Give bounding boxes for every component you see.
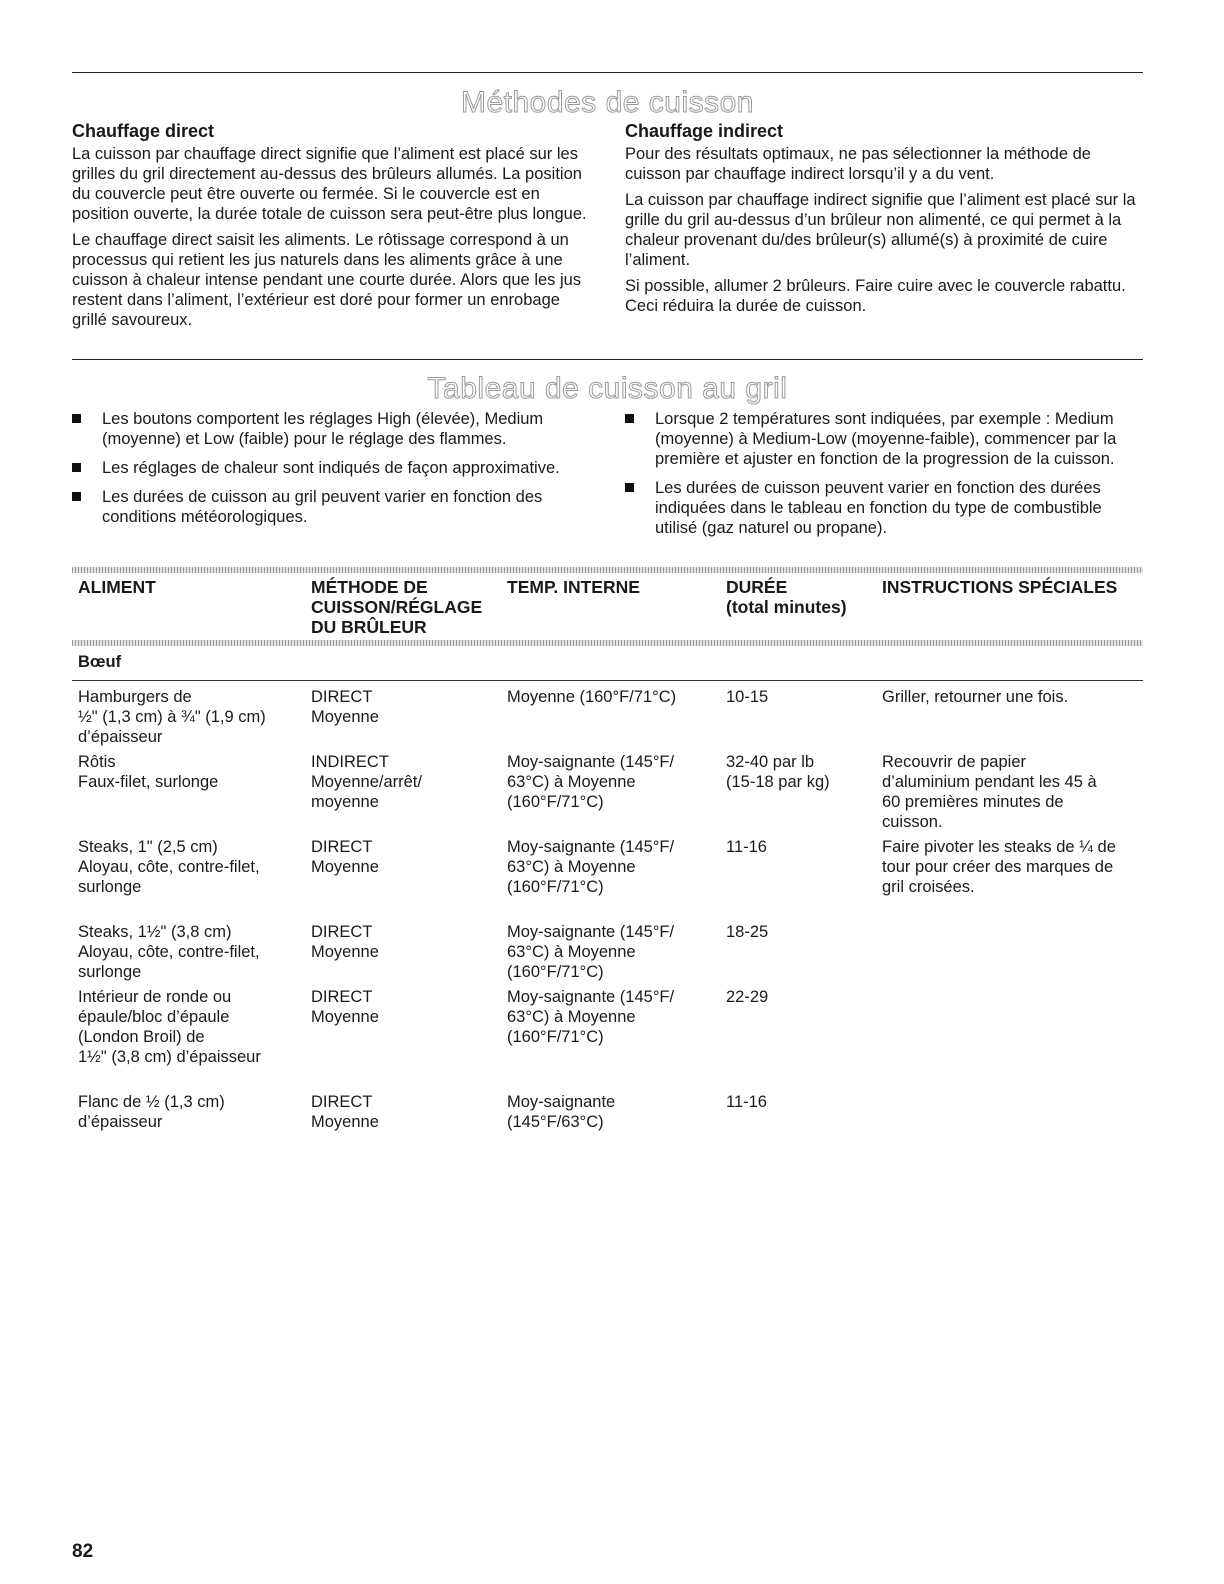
cell-notes [876,922,1143,987]
cell-time [720,837,876,922]
cell-line: 18-25 [726,922,769,941]
cell-line: Moyenne [311,1112,379,1131]
grilling-chart-table [72,577,1143,1137]
list-item: Lorsque 2 températures sont indiquées, par exemple : Medium (moyenne) à Medium-Low (moyenne-faible), commencer par la première et ajuster en fonction de la progression de la cuisson. [625,409,1143,469]
header-method: MÉTHODE DE CUISSON/RÉGLAGE DU BRÛLEUR [311,577,483,637]
table-header-band [72,567,1143,573]
cell-food [72,987,305,1092]
cell-line: Aloyau, côte, contre-filet, [78,857,260,876]
cell-notes [876,1092,1143,1137]
list-item: Les durées de cuisson au gril peuvent varier en fonction des conditions météorologiques. [72,487,592,527]
cell-line: Moyenne [311,1007,379,1026]
cell-line: Moy-saignante (145°F/ [507,752,675,771]
category-beef: Bœuf [72,646,1143,680]
cell-line: DIRECT [311,1092,373,1111]
top-rule [72,72,1143,73]
direct-heat-heading: Chauffage direct [72,121,215,141]
cell-method [305,987,501,1092]
cell-time [720,687,876,752]
cell-temp [501,752,720,837]
cell-line: 11-16 [726,1092,767,1111]
cell-line: surlonge [78,962,142,981]
cell-line: DIRECT [311,987,373,1006]
cell-line: 32-40 par lb [726,752,815,771]
cell-food [72,752,305,837]
tips-list-left [72,409,592,536]
cell-line: d’aluminium pendant les 45 à [882,772,1097,791]
cell-line: 63°C) à Moyenne [507,1007,636,1026]
cell-line: Moy-saignante (145°F/ [507,837,675,856]
cell-line: Rôtis [78,752,116,771]
cell-method [305,922,501,987]
cell-method [305,687,501,752]
cell-line: cuisson. [882,812,943,831]
page-number: 82 [72,1541,94,1562]
cell-line: Flanc de ½ (1,3 cm) [78,1092,225,1111]
cell-line: (160°F/71°C) [507,1027,604,1046]
cell-line: DIRECT [311,837,373,856]
table-row [72,1092,1143,1137]
cell-line: Hamburgers de [78,687,192,706]
cell-line: moyenne [311,792,379,811]
table-row [72,987,1143,1092]
cell-line: DIRECT [311,922,373,941]
bullet-square-icon [72,463,81,472]
cell-line: gril croisées. [882,877,975,896]
header-notes: INSTRUCTIONS SPÉCIALES [882,577,1118,597]
cell-line: 11-16 [726,837,767,856]
cell-line: (160°F/71°C) [507,877,604,896]
cell-notes [876,687,1143,752]
table-row [72,837,1143,922]
cell-line: 63°C) à Moyenne [507,772,636,791]
indirect-heat-paragraph: Pour des résultats optimaux, ne pas sélectionner la méthode de cuisson par chauffage indirect lorsqu’il y a du vent. [625,145,1091,183]
cell-line: (15-18 par kg) [726,772,830,791]
cell-line: Griller, retourner une fois. [882,687,1069,706]
category-row [72,646,1143,680]
cell-line: (145°F/63°C) [507,1112,604,1131]
cell-line: 10-15 [726,687,769,706]
cell-line: 63°C) à Moyenne [507,942,636,961]
cell-line: d’épaisseur [78,1112,163,1131]
cell-line: INDIRECT [311,752,389,771]
list-item: Les réglages de chaleur sont indiqués de façon approximative. [72,458,592,478]
middle-rule [72,359,1143,360]
cell-line: Moy-saignante (145°F/ [507,922,675,941]
cell-temp [501,922,720,987]
section-title-grill-chart: Tableau de cuisson au gril [427,372,788,405]
cell-line: Moy-saignante (145°F/ [507,987,675,1006]
cell-line: Aloyau, côte, contre-filet, [78,942,260,961]
header-time: DURÉE (total minutes) [726,577,847,617]
cell-line: Moyenne (160°F/71°C) [507,687,677,706]
cell-line: tour pour créer des marques de [882,857,1114,876]
cell-line: surlonge [78,877,142,896]
list-item: Les boutons comportent les réglages High (élevée), Medium (moyenne) et Low (faible) pour le réglage des flammes. [72,409,592,449]
cell-line: Faire pivoter les steaks de ¼ de [882,837,1116,856]
indirect-heat-heading: Chauffage indirect [625,121,784,141]
cell-time [720,1092,876,1137]
cell-food [72,1092,305,1137]
cell-time [720,752,876,837]
cell-line: 1½" (3,8 cm) d’épaisseur [78,1047,261,1066]
cell-line: (160°F/71°C) [507,962,604,981]
cell-line: épaule/bloc d’épaule [78,1007,230,1026]
table-row [72,687,1143,752]
cell-line: Moyenne [311,942,379,961]
cell-line: Intérieur de ronde ou [78,987,232,1006]
direct-heat-paragraph: La cuisson par chauffage direct signifie que l’aliment est placé sur les grilles du gril directement au-dessus des brûleurs allumés. La position du couvercle peut être ouverte ou fermée. Si le couvercle est en position ouverte, la durée totale de cuisson sera peut-être plus longue. [72,145,587,223]
cell-method [305,1092,501,1137]
cell-notes [876,987,1143,1092]
header-food: ALIMENT [78,577,156,597]
cell-time [720,922,876,987]
cell-line: 63°C) à Moyenne [507,857,636,876]
tips-list-right [625,409,1143,547]
cell-temp [501,1092,720,1137]
cell-notes [876,752,1143,837]
indirect-heat-column [625,121,1143,322]
cell-line: Moy-saignante [507,1092,616,1111]
cell-line: Faux-filet, surlonge [78,772,219,791]
cell-line: d’épaisseur [78,727,163,746]
list-item: Les durées de cuisson peuvent varier en fonction des durées indiquées dans le tableau en fonction du type de combustible utilisé (gaz naturel ou propane). [625,478,1143,538]
direct-heat-column [72,121,592,336]
cell-line: Steaks, 1½" (3,8 cm) [78,922,232,941]
cell-time [720,987,876,1092]
cell-temp [501,687,720,752]
cell-line: (160°F/71°C) [507,792,604,811]
cell-food [72,687,305,752]
food-rows [72,687,1143,1137]
direct-heat-paragraph: Le chauffage direct saisit les aliments. Le rôtissage correspond à un processus qui retient les jus naturels dans les aliments grâce à une cuisson à chaleur intense pendant une courte durée. Alors que les jus restent dans l’aliment, l’extérieur est doré pour former un enrobage grillé savoureux. [72,231,582,329]
cell-notes [876,837,1143,922]
cell-line: 60 premières minutes de [882,792,1064,811]
cell-temp [501,837,720,922]
bullet-square-icon [72,414,81,423]
cell-line: 22-29 [726,987,769,1006]
bullet-square-icon [625,483,634,492]
cell-food [72,837,305,922]
cell-line: ½" (1,3 cm) à ¾" (1,9 cm) [78,707,266,726]
cell-method [305,752,501,837]
header-temp: TEMP. INTERNE [507,577,640,597]
cell-line: Recouvrir de papier [882,752,1026,771]
cell-line: (London Broil) de [78,1027,205,1046]
section-title-methods: Méthodes de cuisson [460,86,754,119]
bullet-square-icon [72,492,81,501]
cell-line: Moyenne/arrêt/ [311,772,422,791]
table-row [72,922,1143,987]
cell-line: Steaks, 1" (2,5 cm) [78,837,218,856]
table-row [72,752,1143,837]
indirect-heat-paragraph: Si possible, allumer 2 brûleurs. Faire cuire avec le couvercle rabattu. Ceci réduira la durée de cuisson. [625,277,1126,315]
bullet-square-icon [625,414,634,423]
cell-method [305,837,501,922]
indirect-heat-paragraph: La cuisson par chauffage indirect signifie que l’aliment est placé sur la grille du gril au-dessus d’un brûleur non alimenté, ce qui permet à la chaleur provenant du/des brûleur(s) allumé(s) à proximité de cuire l’aliment. [625,191,1136,269]
cell-line: DIRECT [311,687,373,706]
cell-line: Moyenne [311,857,379,876]
cell-line: Moyenne [311,707,379,726]
cell-food [72,922,305,987]
cell-temp [501,987,720,1092]
table-header-row [72,577,1143,640]
